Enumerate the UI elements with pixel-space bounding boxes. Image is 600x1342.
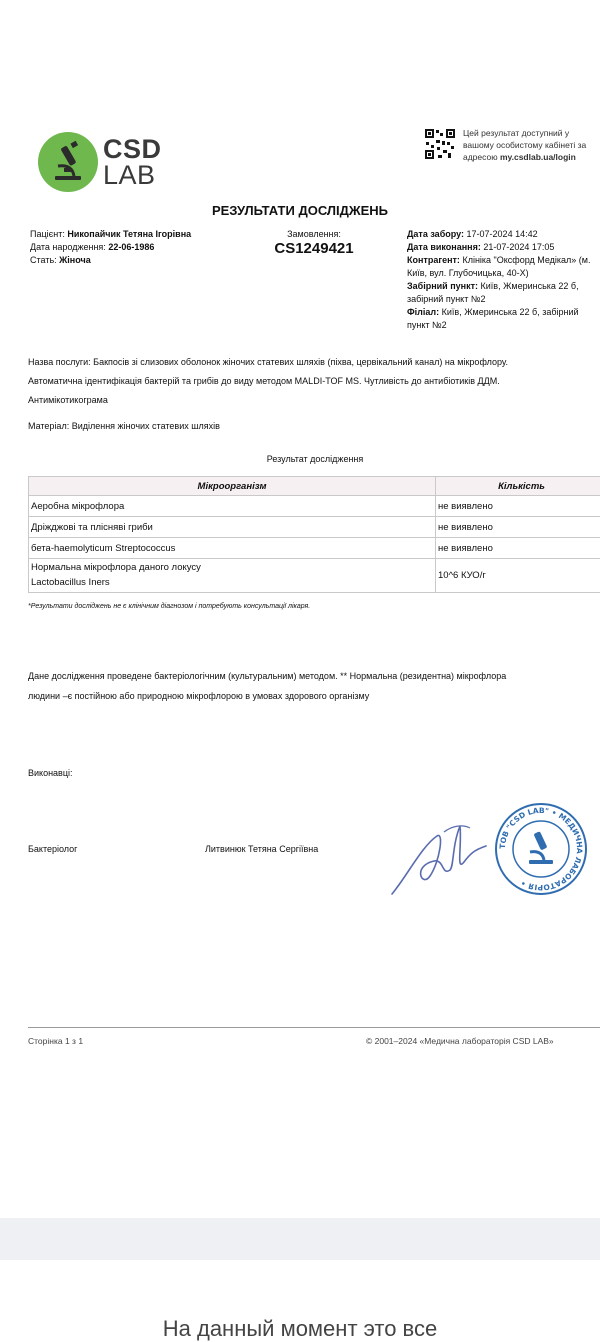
order-number: CS1249421 [256, 242, 372, 255]
copyright: © 2001–2024 «Медична лабораторія CSD LAB» [366, 1036, 554, 1046]
organism-cell: бета-haemolyticum Streptococcus [29, 538, 436, 559]
amount-cell: не виявлено [436, 496, 600, 517]
order-info [256, 228, 372, 255]
completion-label: Дата виконання: [407, 242, 481, 252]
qr-note-line1: Цей результат доступний у [463, 127, 593, 139]
branch-label: Філіал: [407, 307, 439, 317]
organism-line2: Lactobacillus Iners [31, 575, 433, 590]
service-line2: Автоматична ідентифікація бактерій та грибів до виду методом MALDI-TOF MS. Чутливість до антибіотиків ДДМ. [28, 372, 594, 391]
branch: Київ, Жмеринська 22 б, забірний пункт №2 [407, 307, 579, 330]
page-number: Сторінка 1 з 1 [28, 1036, 83, 1046]
header-organism: Мікроорганізм [29, 477, 436, 496]
material: Матеріал: Виділення жіночих статевих шляхів [28, 421, 220, 431]
logo-icon [38, 132, 98, 192]
service-line1: Назва послуги: Бакпосів зі слизових оболонок жіночих статевих шляхів (піхва, цервікальний канал) на мікрофлору. [28, 353, 594, 372]
logo-line1: CSD [103, 136, 162, 162]
qr-note-prefix: адресою [463, 152, 500, 162]
table-header [29, 477, 600, 496]
collection-label: Дата забору: [407, 229, 464, 239]
stamp-text: ТОВ "CSD LAB" • МЕДИЧНА ЛАБОРАТОРІЯ • [498, 806, 584, 892]
patient-name: Никопайчик Тетяна Ігорівна [67, 229, 191, 239]
signature-image [382, 806, 488, 902]
amount-cell: не виявлено [436, 517, 600, 538]
header-amount: Кількість [436, 477, 600, 496]
patient-sex-label: Стать: [30, 255, 57, 265]
patient-dob-label: Дата народження: [30, 242, 106, 252]
order-meta [407, 228, 595, 332]
logo-line2: LAB [103, 162, 162, 188]
footer-divider [28, 1027, 600, 1028]
results-title: Результат дослідження [0, 454, 600, 464]
patient-info [30, 228, 260, 267]
collection-point: Київ, Жмеринська 22 б, забірний пункт №2 [407, 281, 579, 304]
order-label: Замовлення: [256, 228, 372, 241]
performers-label: Виконавці: [28, 768, 73, 778]
service-line3: Антимікотикограма [28, 391, 594, 410]
results-table [28, 476, 600, 593]
bottom-message: На данный момент это все [0, 1316, 600, 1342]
qr-note [463, 127, 593, 163]
performer-name: Литвинюк Тетяна Сергіївна [205, 844, 318, 854]
collection-date: 17-07-2024 14:42 [467, 229, 538, 239]
qr-code-icon[interactable] [424, 128, 456, 160]
table-row [29, 496, 600, 517]
conclusion-line2: людини –є постійною або природною мікрофлорою в умовах здорового організму [28, 686, 588, 706]
organism-line1: Нормальна мікрофлора даного локусу [31, 560, 433, 575]
table-row [29, 559, 600, 593]
patient-sex: Жіноча [59, 255, 91, 265]
page-title: РЕЗУЛЬТАТИ ДОСЛІДЖЕНЬ [0, 203, 600, 218]
organism-cell: Аеробна мікрофлора [29, 496, 436, 517]
organism-cell: Дріжджові та плісняві гриби [29, 517, 436, 538]
viewer-bottom-bar [0, 1218, 600, 1260]
contractor: Клініка "Оксфорд Медікал» (м. Київ, вул. Глубочицька, 40-Х) [407, 255, 591, 278]
qr-note-line2: вашому особистому кабінеті за [463, 139, 593, 151]
logo-text [103, 136, 162, 188]
amount-cell: не виявлено [436, 538, 600, 559]
point-label: Забірний пункт: [407, 281, 478, 291]
stamp-image [494, 802, 588, 896]
patient-dob: 22-06-1986 [108, 242, 154, 252]
performer-role: Бактеріолог [28, 844, 77, 854]
conclusion-line1: Дане дослідження проведене бактеріологічним (культуральним) методом. ** Нормальна (резидентна) мікрофлора [28, 666, 588, 686]
organism-cell [29, 559, 436, 593]
amount-cell: 10^6 КУО/г [436, 559, 600, 593]
cabinet-link[interactable]: my.csdlab.ua/login [500, 152, 576, 162]
completion-date: 21-07-2024 17:05 [483, 242, 554, 252]
patient-name-label: Пацієнт: [30, 229, 65, 239]
table-row [29, 517, 600, 538]
contractor-label: Контрагент: [407, 255, 460, 265]
service-description [28, 353, 594, 410]
table-row [29, 538, 600, 559]
conclusion [28, 666, 588, 706]
footnote: *Результати досліджень не є клінічним діагнозом і потребують консультації лікаря. [28, 603, 310, 610]
